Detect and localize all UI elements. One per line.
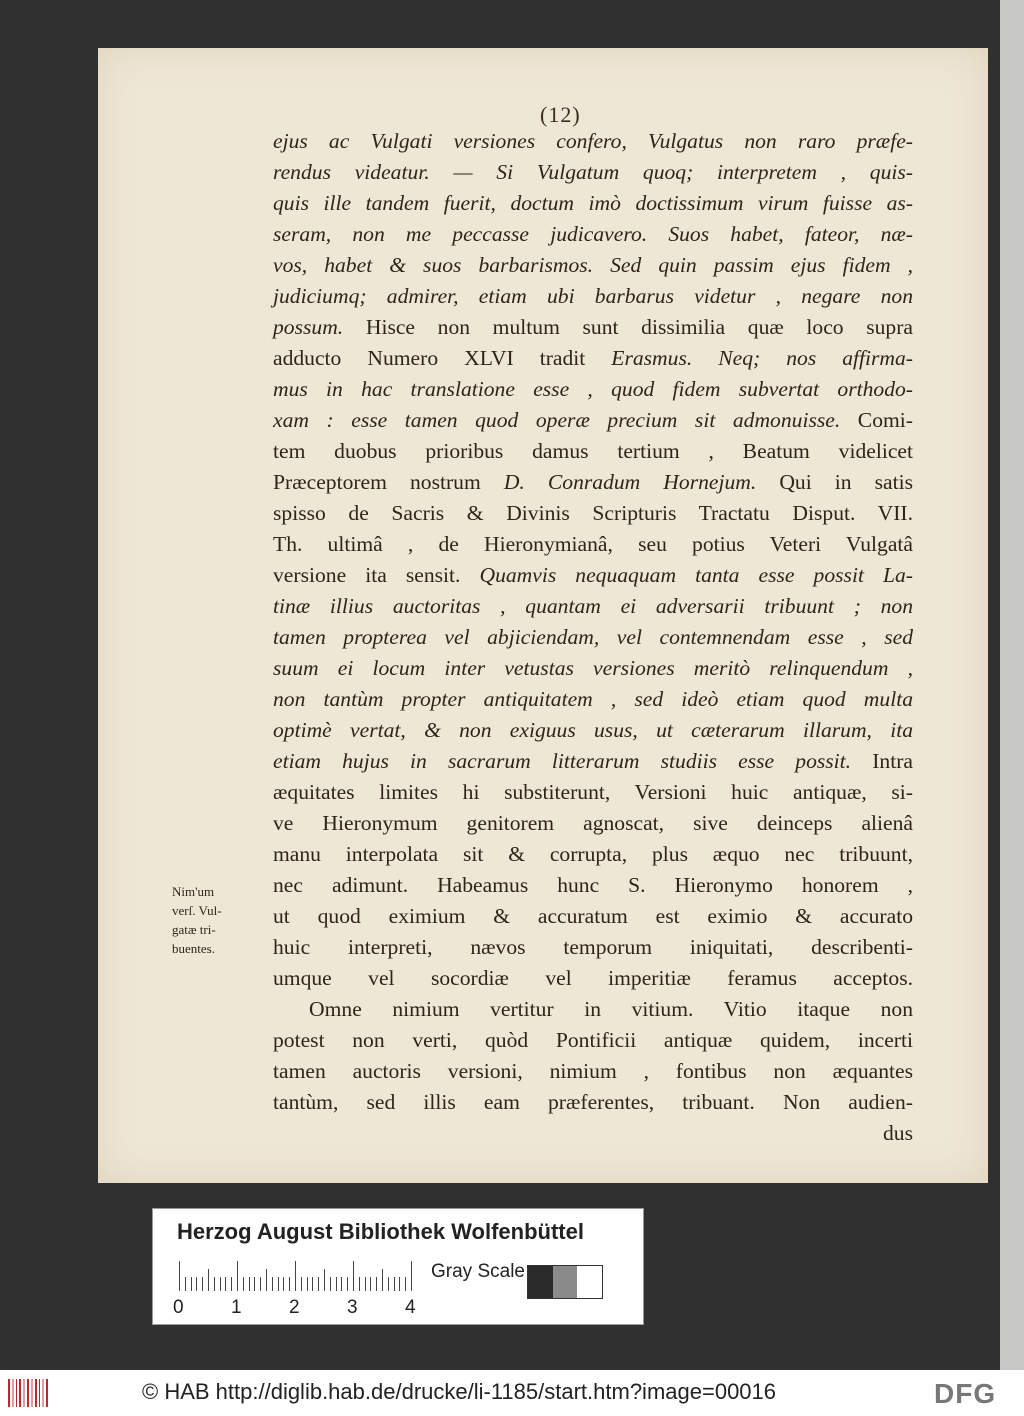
grayscale-label: Gray Scale	[431, 1261, 525, 1282]
ruler-tick	[289, 1277, 290, 1291]
ruler-tick	[347, 1277, 348, 1291]
text-segment: possum.	[273, 315, 344, 339]
text-segment: huic interpreti, nævos temporum iniquitati, describenti-	[273, 935, 913, 959]
ruler-tick	[295, 1261, 296, 1291]
ruler-tick	[179, 1261, 180, 1291]
text-line	[273, 1056, 913, 1087]
text-segment: nec adimunt. Habeamus hunc S. Hieronymo honorem ,	[273, 873, 913, 897]
copyright-link[interactable]: © HAB http://diglib.hab.de/drucke/li-1185/start.htm?image=00016	[142, 1379, 777, 1404]
text-line	[273, 1025, 913, 1056]
ruler-tick	[272, 1277, 273, 1291]
margin-note	[172, 882, 262, 958]
text-segment: Omne nimium vertitur in vitium. Vitio itaque non	[309, 997, 913, 1021]
ruler-tick	[388, 1277, 389, 1291]
text-segment: non tantùm propter antiquitatem , sed ideò etiam quod multa	[273, 687, 913, 711]
text-line	[273, 808, 913, 839]
text-segment: etiam hujus in sacrarum litterarum studiis esse possit.	[273, 749, 852, 773]
text-segment: potest non verti, quòd Pontificii antiquæ quidem, incerti	[273, 1028, 913, 1052]
ruler-tick	[185, 1277, 186, 1291]
ruler-tick	[307, 1277, 308, 1291]
text-line	[273, 653, 913, 684]
margin-note-line: Nim'um	[172, 884, 215, 899]
text-segment: Qui in satis	[756, 470, 914, 494]
text-line	[273, 312, 913, 343]
text-segment: tamen propterea vel abjiciendam, vel contemnendam esse , sed	[273, 625, 913, 649]
text-segment: Intra	[851, 749, 913, 773]
page-number: (12)	[540, 102, 581, 127]
text-line	[273, 467, 913, 498]
text-line	[273, 374, 913, 405]
text-line	[273, 932, 913, 963]
text-segment: Hisce non multum sunt dissimilia quæ loco supra	[343, 315, 913, 339]
grayscale-step	[528, 1266, 553, 1298]
text-segment: judiciumq; admirer, etiam ubi barbarus videtur , negare non	[273, 284, 913, 308]
barcode-bar	[19, 1379, 21, 1407]
text-segment: rendus videatur. — Si Vulgatum quoq; interpretem , quis-	[273, 160, 913, 184]
text-segment: versione ita sensit.	[273, 563, 480, 587]
footer-bar	[0, 1370, 1024, 1416]
barcode-bar	[16, 1379, 18, 1407]
ruler-tick	[260, 1277, 261, 1291]
text-segment: dus	[883, 1121, 913, 1145]
text-segment: tantùm, sed illis eam præferentes, tribuant. Non audien-	[273, 1090, 913, 1114]
text-line	[273, 777, 913, 808]
ruler-tick	[254, 1277, 255, 1291]
ruler-tick	[283, 1277, 284, 1291]
ruler-number: 3	[347, 1297, 358, 1318]
text-line	[273, 498, 913, 529]
text-line	[273, 560, 913, 591]
barcode-bar	[46, 1379, 48, 1407]
text-line	[273, 529, 913, 560]
library-name: Herzog August Bibliothek Wolfenbüttel	[177, 1219, 584, 1244]
text-segment: ve Hieronymum genitorem agnoscat, sive deinceps alienâ	[273, 811, 913, 835]
text-segment: seram, non me peccasse judicavero. Suos habet, fateor, næ-	[273, 222, 913, 246]
ruler-tick	[399, 1277, 400, 1291]
ruler-tick	[330, 1277, 331, 1291]
grayscale-step	[577, 1266, 602, 1298]
text-segment: Comi-	[840, 408, 913, 432]
ruler-tick	[220, 1277, 221, 1291]
text-segment: spisso de Sacris & Divinis Scripturis Tractatu Disput. VII.	[273, 501, 913, 525]
text-line	[273, 622, 913, 653]
text-segment: tamen auctoris versioni, nimium , fontibus non æquantes	[273, 1059, 913, 1083]
text-segment: Præceptorem nostrum	[273, 470, 504, 494]
text-line	[273, 839, 913, 870]
text-line	[273, 281, 913, 312]
ruler-tick	[225, 1277, 226, 1291]
text-segment: manu interpolata sit & corrupta, plus æquo nec tribuunt,	[273, 842, 913, 866]
text-line	[273, 870, 913, 901]
grayscale-step	[553, 1266, 578, 1298]
ruler-tick	[196, 1277, 197, 1291]
ruler-tick	[394, 1277, 395, 1291]
library-color-card	[152, 1208, 644, 1325]
barcode-bar	[12, 1379, 14, 1407]
barcode-icon	[8, 1379, 48, 1407]
text-segment: mus in hac translatione esse , quod fidem subvertat orthodo-	[273, 377, 913, 401]
ruler-tick	[208, 1269, 209, 1291]
text-segment: Th. ultimâ , de Hieronymianâ, seu potius Veteri Vulgatâ	[273, 532, 913, 556]
text-line	[273, 250, 913, 281]
ruler-tick	[231, 1277, 232, 1291]
ruler-tick	[382, 1269, 383, 1291]
text-line	[273, 994, 913, 1025]
text-segment: suum ei locum inter vetustas versiones meritò relinquendum ,	[273, 656, 913, 680]
text-line	[273, 963, 913, 994]
text-line	[273, 746, 913, 777]
ruler-tick	[301, 1277, 302, 1291]
ruler-tick	[341, 1277, 342, 1291]
ruler-tick	[214, 1277, 215, 1291]
barcode-bar	[35, 1379, 37, 1407]
ruler-tick	[312, 1277, 313, 1291]
dfg-logo[interactable]: DFG	[934, 1378, 997, 1409]
barcode-bar	[23, 1379, 25, 1407]
text-segment: Quamvis nequaquam tanta esse possit La-	[479, 563, 913, 587]
ruler-tick	[237, 1261, 238, 1291]
ruler-number: 4	[405, 1297, 416, 1318]
scan-edge-strip	[1000, 0, 1024, 1370]
text-segment: xam : esse tamen quod operæ precium sit admonuisse.	[273, 408, 841, 432]
ruler-tick	[202, 1277, 203, 1291]
text-line	[273, 715, 913, 746]
text-segment: optimè vertat, & non exiguus usus, ut cæterarum illarum, ita	[273, 718, 913, 742]
text-line	[273, 901, 913, 932]
text-segment: vos, habet & suos barbarismos. Sed quin passim ejus fidem ,	[273, 253, 913, 277]
ruler-tick	[266, 1269, 267, 1291]
text-segment: æquitates limites hi substiterunt, Versioni huic antiquæ, si-	[273, 780, 913, 804]
text-line	[273, 1087, 913, 1118]
ruler-tick	[191, 1277, 192, 1291]
barcode-bar	[42, 1379, 44, 1407]
ruler-tick	[365, 1277, 366, 1291]
text-segment: tem duobus prioribus damus tertium , Beatum videlicet	[273, 439, 913, 463]
barcode-bar	[31, 1379, 33, 1407]
ruler-tick	[405, 1277, 406, 1291]
text-line	[273, 405, 913, 436]
ruler-tick	[243, 1277, 244, 1291]
barcode-bar	[39, 1379, 41, 1407]
margin-note-line: verſ. Vul-	[172, 903, 222, 918]
text-line	[273, 126, 913, 157]
text-segment: Erasmus. Neq; nos affirma-	[611, 346, 913, 370]
barcode-bar	[27, 1379, 29, 1407]
ruler	[179, 1261, 419, 1291]
ruler-number: 2	[289, 1297, 300, 1318]
text-line	[273, 436, 913, 467]
text-line	[273, 684, 913, 715]
ruler-tick	[376, 1277, 377, 1291]
ruler-number: 0	[173, 1297, 184, 1318]
barcode-bar	[8, 1379, 10, 1407]
ruler-tick	[318, 1277, 319, 1291]
text-segment: quis ille tandem fuerit, doctum imò doctissimum virum fuisse as-	[273, 191, 913, 215]
text-line	[273, 188, 913, 219]
margin-note-line: gatæ tri-	[172, 922, 216, 937]
ruler-tick	[336, 1277, 337, 1291]
text-segment: ejus ac Vulgati versiones confero, Vulgatus non raro præfe-	[273, 129, 913, 153]
text-segment: D. Conradum Hornejum.	[503, 470, 757, 494]
body-text	[273, 126, 913, 1149]
ruler-tick	[249, 1277, 250, 1291]
text-segment: ut quod eximium & accuratum est eximio & accurato	[273, 904, 913, 928]
text-segment: umque vel socordiæ vel imperitiæ feramus acceptos.	[273, 966, 913, 990]
text-segment: adducto Numero XLVI tradit	[273, 346, 612, 370]
ruler-tick	[370, 1277, 371, 1291]
text-line	[273, 219, 913, 250]
text-line	[273, 1118, 913, 1149]
text-segment: tinæ illius auctoritas , quantam ei adversarii tribuunt ; non	[273, 594, 913, 618]
ruler-tick	[278, 1277, 279, 1291]
text-line	[273, 343, 913, 374]
ruler-numbers	[173, 1297, 433, 1319]
ruler-tick	[353, 1261, 354, 1291]
ruler-tick	[324, 1269, 325, 1291]
ruler-number: 1	[231, 1297, 242, 1318]
text-line	[273, 157, 913, 188]
ruler-tick	[359, 1277, 360, 1291]
text-line	[273, 591, 913, 622]
ruler-tick	[411, 1261, 412, 1291]
margin-note-line: buentes.	[172, 941, 215, 956]
grayscale-swatch	[527, 1265, 603, 1299]
